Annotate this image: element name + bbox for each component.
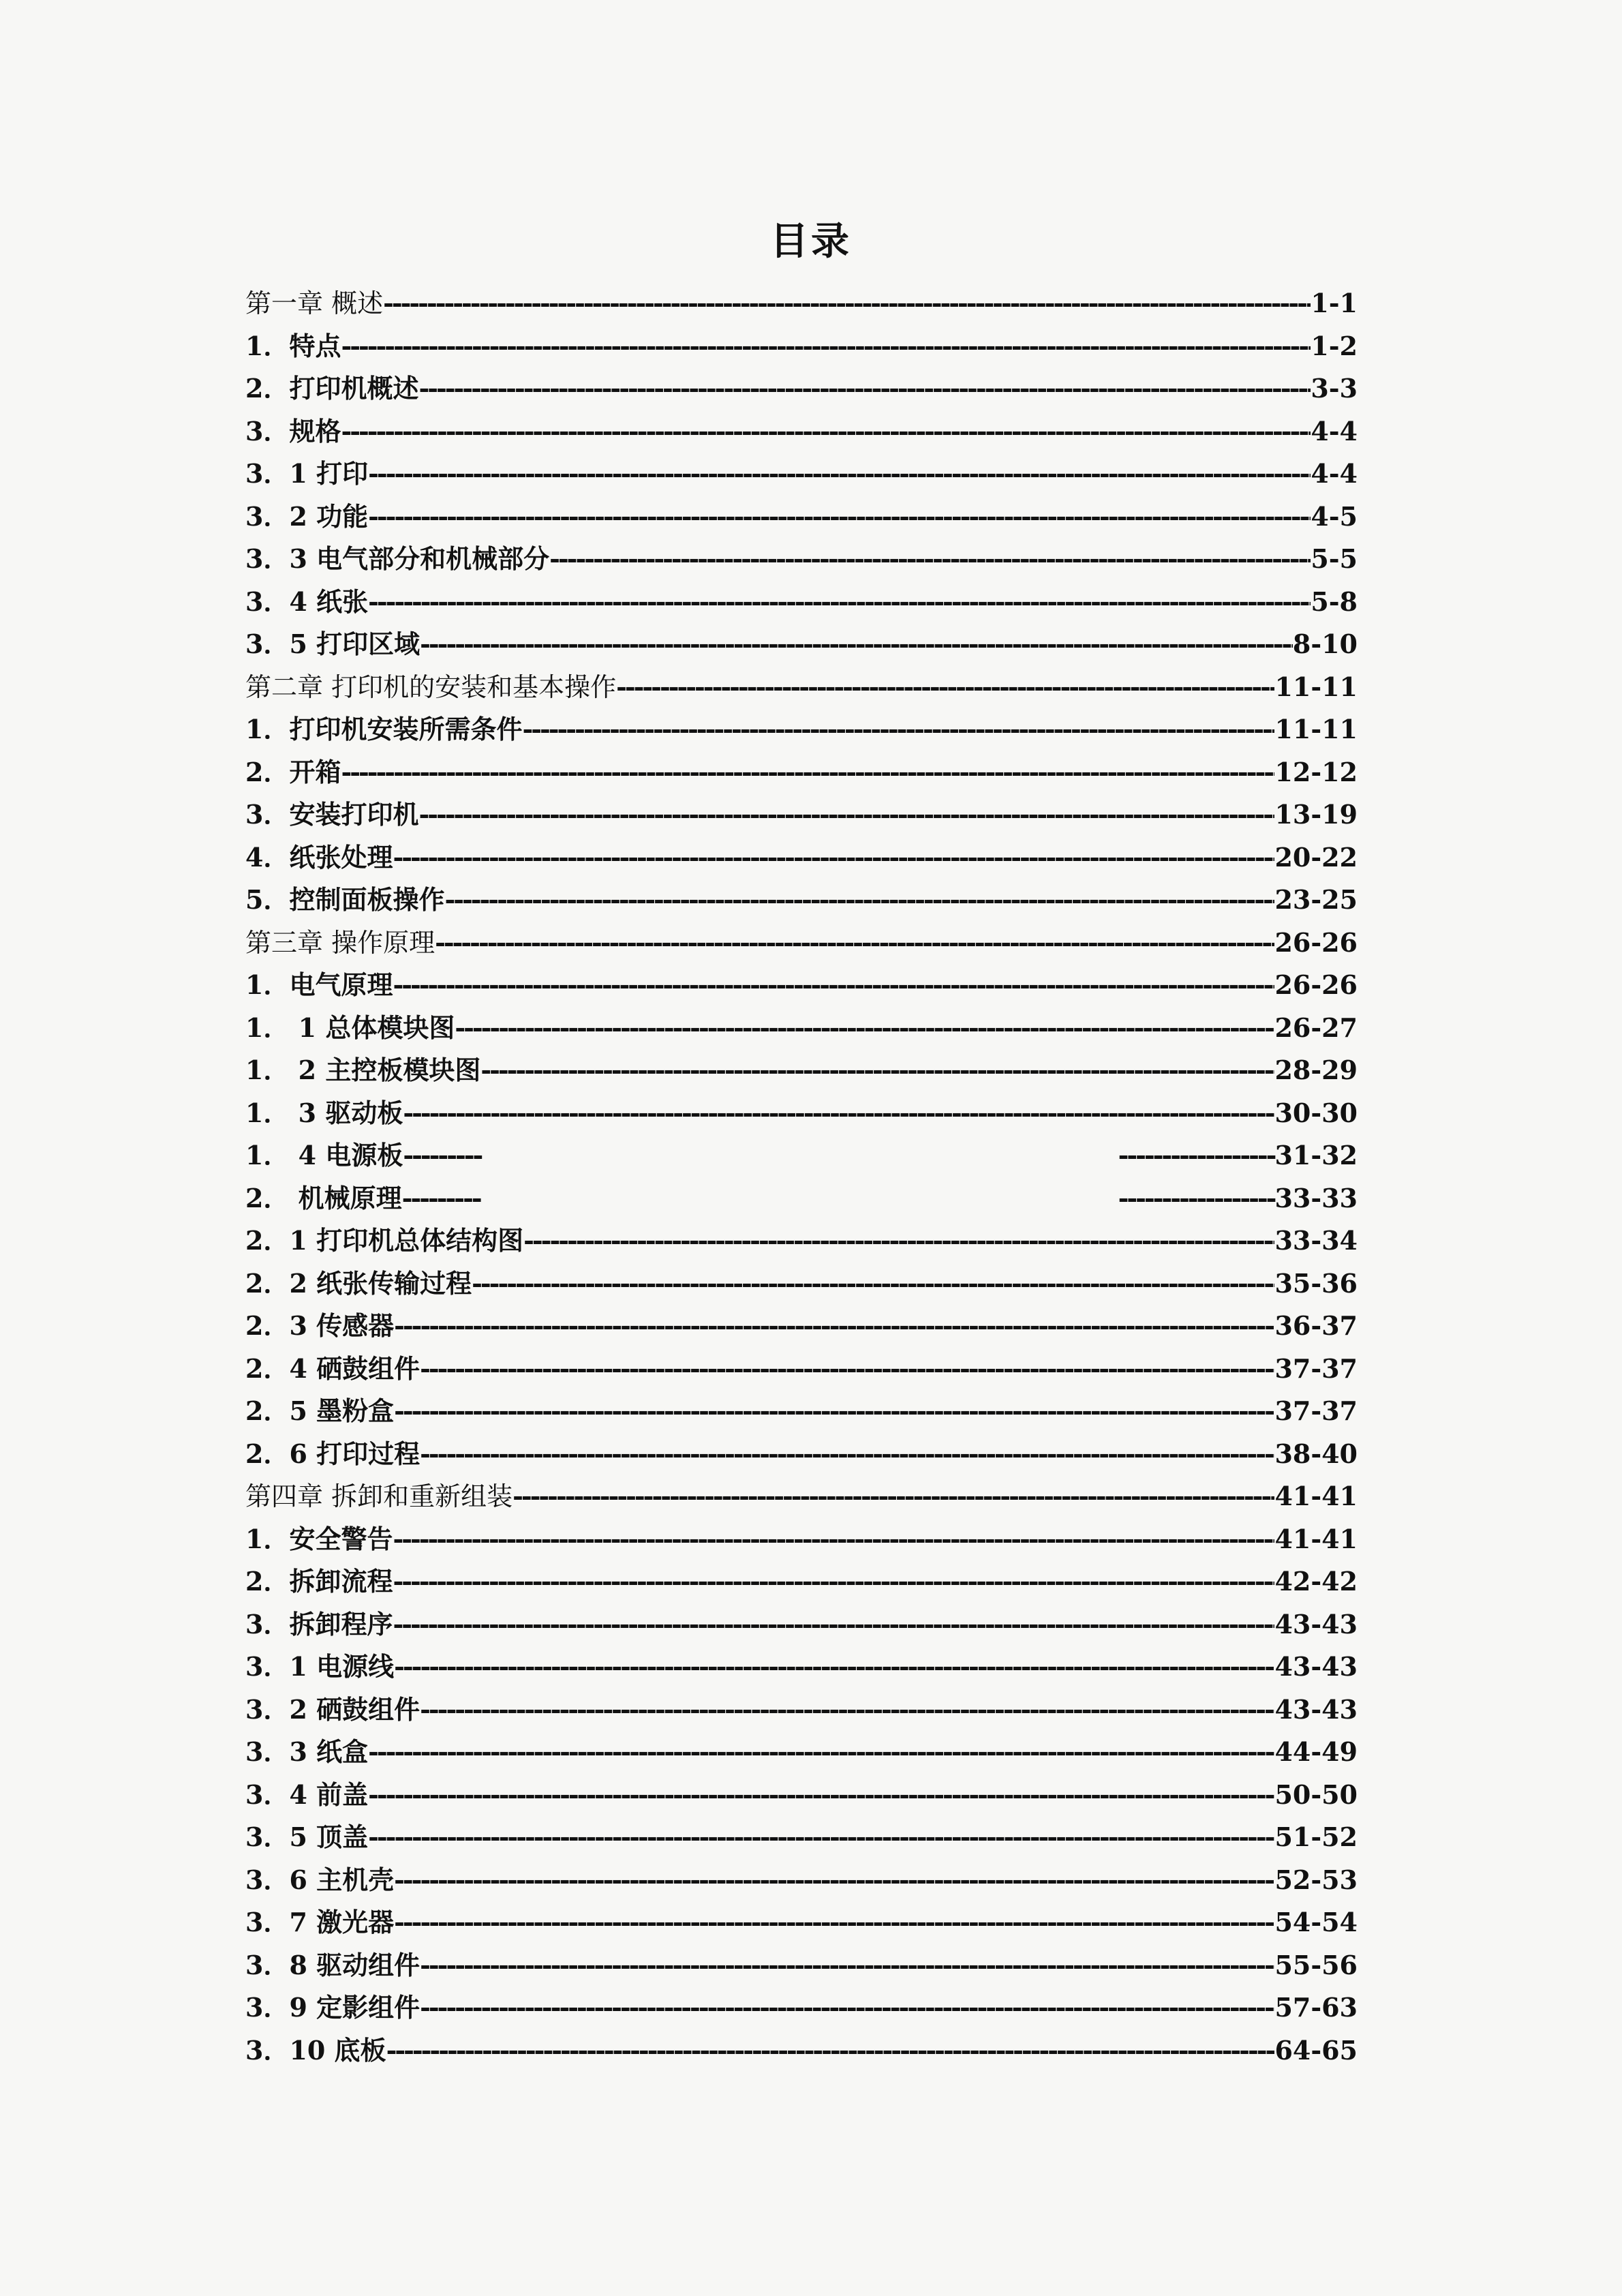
toc-entry-page: 5-8 — [1311, 586, 1358, 617]
toc-entry-page: 11-11 — [1274, 671, 1358, 702]
toc-leader — [444, 879, 1274, 921]
toc-entry — [245, 410, 1358, 453]
toc-entry-page: 11-11 — [1274, 714, 1358, 745]
toc-entry — [245, 1689, 1358, 1732]
toc-entry-label: 2．3 传感器 — [245, 1310, 395, 1342]
toc-entry — [245, 1518, 1358, 1561]
toc-entry-label: 第二章 打印机的安装和基本操作 — [245, 671, 617, 702]
toc-list — [245, 282, 1358, 2072]
toc-entry-page: 23-25 — [1274, 884, 1358, 916]
toc-leader — [341, 751, 1274, 794]
toc-leader — [393, 1603, 1274, 1646]
toc-leader — [418, 367, 1311, 410]
toc-leader — [455, 1007, 1274, 1049]
toc-entry — [245, 1007, 1358, 1050]
toc-leader — [394, 1901, 1274, 1944]
toc-entry-page: 43-43 — [1274, 1693, 1358, 1725]
toc-entry-page: 52-53 — [1274, 1864, 1358, 1895]
toc-entry-page: 41-41 — [1274, 1481, 1358, 1512]
toc-entry — [245, 1944, 1358, 1987]
toc-entry — [245, 879, 1358, 922]
toc-leader: --------- — [401, 1182, 480, 1213]
toc-entry-label: 3．1 电源线 — [245, 1651, 395, 1682]
toc-entry-page: 30-30 — [1274, 1097, 1358, 1128]
toc-leader — [368, 496, 1311, 538]
toc-entry-page: 43-43 — [1274, 1608, 1358, 1640]
toc-entry — [245, 708, 1358, 751]
toc-leader — [480, 1049, 1274, 1091]
toc-leader — [472, 1263, 1274, 1305]
toc-entry-page: 8-10 — [1292, 629, 1358, 660]
toc-entry — [245, 751, 1358, 794]
toc-entry — [245, 1177, 1358, 1220]
toc-entry — [245, 1560, 1358, 1603]
toc-entry-page: 51-52 — [1274, 1822, 1358, 1853]
toc-entry — [245, 538, 1358, 581]
toc-title: 目录 — [770, 220, 852, 264]
toc-entry — [245, 1816, 1358, 1859]
toc-entry-page: 57-63 — [1274, 1992, 1358, 2023]
toc-entry — [245, 453, 1358, 496]
toc-entry — [245, 1390, 1358, 1433]
toc-entry-page: 44-49 — [1274, 1736, 1358, 1768]
toc-entry-page: 12-12 — [1274, 756, 1358, 787]
toc-entry-label: 5．控制面板操作 — [245, 884, 445, 916]
toc-leader: ------------------ — [1118, 1182, 1275, 1213]
toc-entry-label: 第四章 拆卸和重新组装 — [245, 1481, 513, 1512]
toc-entry — [245, 367, 1358, 410]
toc-leader — [420, 1987, 1274, 2029]
toc-entry-label: 3．4 前盖 — [245, 1779, 369, 1810]
toc-entry-page: 31-32 — [1274, 1140, 1358, 1171]
toc-entry-page: 43-43 — [1274, 1651, 1358, 1682]
toc-entry-label: 第一章 概述 — [245, 288, 384, 319]
toc-entry-page: 38-40 — [1274, 1438, 1358, 1469]
toc-entry-page: 64-65 — [1274, 2034, 1358, 2066]
toc-entry-page: 4-4 — [1311, 415, 1358, 447]
toc-entry — [245, 1987, 1358, 2029]
toc-entry-label: 3．3 纸盒 — [245, 1736, 369, 1768]
toc-entry-page: 35-36 — [1274, 1267, 1358, 1299]
toc-entry — [245, 1433, 1358, 1476]
toc-leader — [368, 581, 1311, 623]
toc-entry — [245, 1603, 1358, 1646]
toc-entry-label: 2．拆卸流程 — [245, 1566, 393, 1597]
toc-entry — [245, 794, 1358, 836]
toc-entry-page: 13-19 — [1274, 799, 1358, 830]
toc-leader — [393, 836, 1274, 879]
toc-entry-label: 2．6 打印过程 — [245, 1438, 420, 1469]
toc-entry — [245, 1646, 1358, 1689]
toc-leader — [341, 325, 1311, 367]
toc-entry-label: 2．5 墨粉盒 — [245, 1395, 395, 1427]
toc-entry-label: 1．安全警告 — [245, 1523, 393, 1554]
toc-entry — [245, 1263, 1358, 1305]
toc-entry-page: 37-37 — [1274, 1395, 1358, 1427]
toc-leader — [420, 1348, 1274, 1390]
toc-entry-label: 3．10 底板 — [245, 2034, 386, 2066]
toc-entry — [245, 325, 1358, 368]
toc-entry-page: 54-54 — [1274, 1907, 1358, 1938]
toc-leader — [393, 1518, 1274, 1560]
toc-entry-label: 3．2 功能 — [245, 500, 369, 532]
toc-leader — [420, 1433, 1274, 1475]
toc-entry-label: 3．1 打印 — [245, 458, 369, 489]
toc-chapter-entry — [245, 666, 1358, 709]
toc-leader — [368, 1774, 1274, 1816]
toc-entry-page: 26-26 — [1274, 969, 1358, 1001]
toc-entry-label: 3．3 电气部分和机械部分 — [245, 543, 550, 575]
toc-leader — [420, 1689, 1274, 1731]
toc-leader — [522, 708, 1274, 751]
toc-entry — [245, 581, 1358, 624]
toc-leader — [420, 1944, 1274, 1987]
toc-entry — [245, 1859, 1358, 1902]
toc-entry-label: 1． 1 总体模块图 — [245, 1012, 455, 1043]
toc-entry — [245, 1901, 1358, 1944]
toc-leader — [368, 1816, 1274, 1858]
toc-entry-page: 50-50 — [1274, 1779, 1358, 1810]
toc-leader — [616, 666, 1274, 708]
toc-entry-page: 55-56 — [1274, 1949, 1358, 1980]
toc-entry — [245, 623, 1358, 666]
toc-leader — [368, 453, 1311, 495]
toc-entry-label: 2．1 打印机总体结构图 — [245, 1225, 524, 1256]
toc-entry — [245, 1348, 1358, 1391]
toc-entry — [245, 1731, 1358, 1774]
toc-leader — [393, 964, 1274, 1006]
toc-leader — [393, 1560, 1274, 1603]
toc-entry-label: 1．特点 — [245, 330, 341, 361]
toc-entry-page: 37-37 — [1274, 1353, 1358, 1384]
toc-entry-label: 3．2 硒鼓组件 — [245, 1693, 420, 1725]
toc-entry-page: 4-4 — [1311, 458, 1358, 489]
toc-entry-page: 5-5 — [1311, 543, 1358, 575]
toc-entry — [245, 496, 1358, 539]
toc-entry-label: 1． 4 电源板 — [245, 1140, 403, 1171]
toc-entry-page: 3-3 — [1311, 373, 1358, 404]
toc-chapter-entry — [245, 1475, 1358, 1518]
toc-entry-page: 28-29 — [1274, 1055, 1358, 1086]
toc-leader — [383, 282, 1311, 324]
toc-entry — [245, 836, 1358, 879]
toc-leader — [394, 1305, 1274, 1347]
toc-leader — [394, 1859, 1274, 1901]
toc-leader — [549, 538, 1311, 580]
toc-entry-page: 36-37 — [1274, 1310, 1358, 1342]
toc-entry — [245, 964, 1358, 1007]
toc-entry-label: 3．9 定影组件 — [245, 1992, 420, 2023]
toc-entry-page: 4-5 — [1311, 500, 1358, 532]
toc-entry-label: 2． 机械原理 — [245, 1182, 402, 1213]
toc-leader: ------------------ — [1118, 1140, 1275, 1171]
toc-entry-page: 42-42 — [1274, 1566, 1358, 1597]
toc-entry-label: 2．2 纸张传输过程 — [245, 1267, 472, 1299]
toc-entry-label: 2．打印机概述 — [245, 373, 419, 404]
toc-entry-page: 33-33 — [1274, 1182, 1358, 1213]
toc-entry-label: 1． 3 驱动板 — [245, 1097, 403, 1128]
toc-entry-label: 3．拆卸程序 — [245, 1608, 393, 1640]
toc-entry-label: 3．规格 — [245, 415, 341, 447]
toc-entry — [245, 1774, 1358, 1817]
toc-entry-label: 1．打印机安装所需条件 — [245, 714, 523, 745]
toc-entry-page: 26-27 — [1274, 1012, 1358, 1043]
toc-entry-label: 3．安装打印机 — [245, 799, 419, 830]
toc-entry-label: 2．4 硒鼓组件 — [245, 1353, 420, 1384]
toc-leader — [512, 1475, 1274, 1517]
toc-leader — [418, 794, 1274, 836]
toc-entry — [245, 2029, 1358, 2072]
toc-entry-label: 3．4 纸张 — [245, 586, 369, 617]
toc-entry-label: 4．纸张处理 — [245, 841, 393, 873]
toc-leader — [394, 1646, 1274, 1688]
toc-entry-page: 20-22 — [1274, 841, 1358, 873]
toc-leader — [394, 1390, 1274, 1432]
toc-entry-page: 26-26 — [1274, 926, 1358, 958]
toc-entry-label: 3．8 驱动组件 — [245, 1949, 420, 1980]
toc-entry-page: 1-2 — [1311, 330, 1358, 361]
toc-entry-label: 第三章 操作原理 — [245, 927, 435, 958]
toc-entry-label: 1． 2 主控板模块图 — [245, 1055, 481, 1086]
toc-entry-page: 33-34 — [1274, 1225, 1358, 1256]
toc-entry-label: 3．6 主机壳 — [245, 1864, 395, 1895]
toc-leader — [435, 922, 1274, 964]
toc-leader — [341, 410, 1311, 453]
toc-entry-label: 3．5 顶盖 — [245, 1822, 369, 1853]
toc-entry — [245, 1134, 1358, 1177]
toc-leader — [386, 2029, 1275, 2072]
toc-entry-label: 3．5 打印区域 — [245, 629, 420, 660]
toc-entry — [245, 1220, 1358, 1263]
toc-leader — [523, 1220, 1274, 1262]
toc-entry — [245, 1305, 1358, 1348]
toc-entry — [245, 1092, 1358, 1135]
toc-entry-page: 41-41 — [1274, 1523, 1358, 1554]
toc-entry-label: 1．电气原理 — [245, 969, 393, 1001]
toc-chapter-entry — [245, 282, 1358, 325]
toc-entry — [245, 1049, 1358, 1092]
toc-entry-label: 2．开箱 — [245, 756, 341, 787]
toc-leader — [368, 1731, 1274, 1773]
toc-leader: --------- — [403, 1140, 482, 1171]
toc-chapter-entry — [245, 922, 1358, 965]
toc-leader — [420, 623, 1293, 665]
toc-entry-label: 3．7 激光器 — [245, 1907, 395, 1938]
toc-entry-page: 1-1 — [1311, 288, 1358, 319]
toc-leader — [403, 1092, 1274, 1134]
